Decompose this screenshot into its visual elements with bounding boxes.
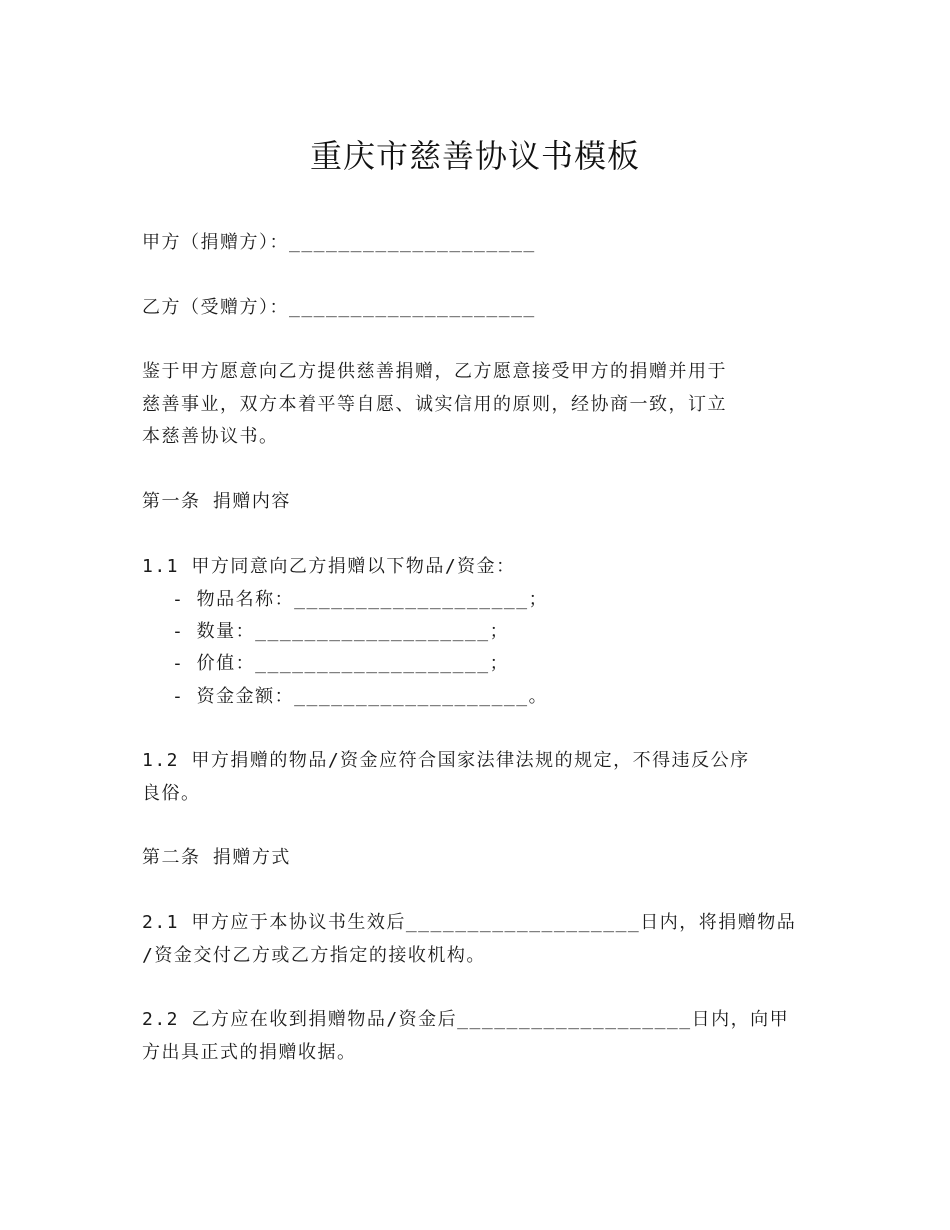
- clause-2-1-line-2: /资金交付乙方或乙方指定的接收机构。: [142, 945, 486, 966]
- article-2-heading: 第二条 捐赠方式: [142, 847, 291, 868]
- clause-2-2-line-2: 方出具正式的捐赠收据。: [142, 1042, 357, 1063]
- party-b-line: 乙方（受赠方）：____________________: [142, 297, 536, 318]
- clause-1-1: 1.1 甲方同意向乙方捐赠以下物品/资金：: [142, 556, 516, 577]
- clause-2-1-line-1: 2.1 甲方应于本协议书生效后___________________日内，将捐赠物品: [142, 912, 797, 933]
- preamble-line-1: 鉴于甲方愿意向乙方提供慈善捐赠，乙方愿意接受甲方的捐赠并用于: [142, 361, 727, 382]
- article-1-heading: 第一条 捐赠内容: [142, 491, 291, 512]
- item-amount-line: - 资金金额：___________________。: [172, 686, 549, 707]
- preamble-line-2: 慈善事业，双方本着平等自愿、诚实信用的原则，经协商一致，订立: [142, 394, 727, 415]
- item-value-line: - 价值：___________________；: [172, 653, 510, 674]
- clause-1-2-line-1: 1.2 甲方捐赠的物品/资金应符合国家法律法规的规定，不得违反公序: [142, 750, 750, 771]
- party-a-line: 甲方（捐赠方）：____________________: [142, 232, 536, 253]
- document-title: 重庆市慈善协议书模板: [309, 137, 640, 175]
- item-quantity-line: - 数量：___________________；: [172, 621, 510, 642]
- clause-1-2-line-2: 良俗。: [142, 783, 201, 804]
- clause-2-2-line-1: 2.2 乙方应在收到捐赠物品/资金后___________________日内，向甲: [142, 1009, 790, 1030]
- preamble-line-3: 本慈善协议书。: [142, 426, 279, 447]
- item-name-line: - 物品名称：___________________；: [172, 589, 549, 610]
